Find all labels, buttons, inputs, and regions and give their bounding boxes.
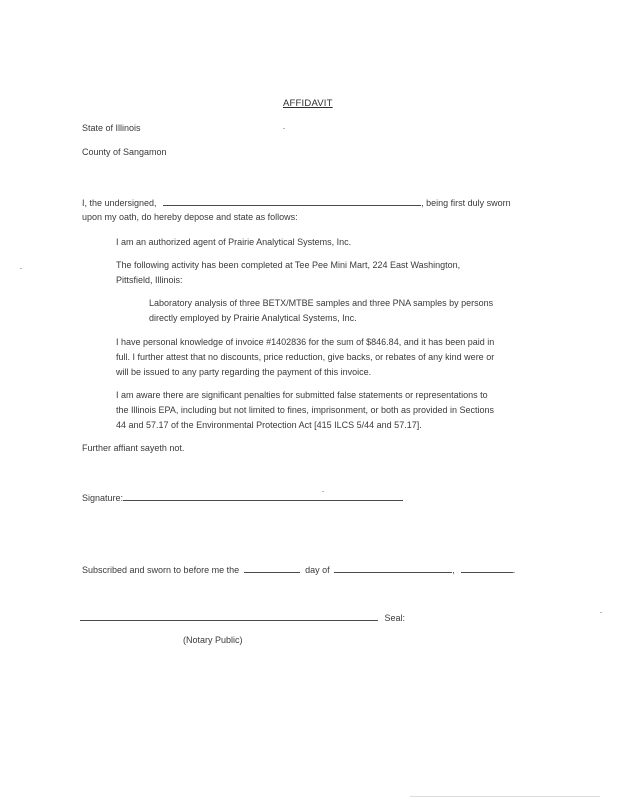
document-title: AFFIDAVIT: [283, 98, 333, 109]
signature-line: [82, 491, 403, 504]
invoice-line-2: full. I further attest that no discounts, price reduction, give backs, or rebates of any kind were or: [116, 352, 495, 362]
seal-label: Seal:: [384, 613, 406, 623]
penalty-line-3: 44 and 57.17 of the Environmental Protection Act [415 ILCS 5/44 and 57.17].: [116, 420, 422, 430]
notary-label: (Notary Public): [183, 635, 243, 645]
signature-label: Signature:: [82, 493, 124, 503]
intro-line-1: [82, 196, 511, 209]
month-blank[interactable]: [334, 563, 452, 573]
notary-signature-blank[interactable]: [80, 611, 378, 621]
signature-blank[interactable]: [123, 491, 403, 501]
further-affiant: Further affiant sayeth not.: [82, 443, 185, 453]
agent-statement: I am an authorized agent of Prairie Analytical Systems, Inc.: [116, 237, 352, 247]
penalty-line-1: I am aware there are significant penalties for submitted false statements or representations to: [116, 390, 488, 400]
day-of-label: day of: [305, 565, 330, 575]
intro-suffix: , being first duly sworn: [421, 198, 511, 208]
county-line: County of Sangamon: [82, 147, 167, 157]
year-blank[interactable]: [461, 563, 513, 573]
period-mark: .: [512, 565, 516, 575]
invoice-line-3: will be issued to any party regarding the payment of this invoice.: [116, 367, 372, 377]
activity-line-1: The following activity has been completed at Tee Pee Mini Mart, 224 East Washington,: [116, 260, 461, 270]
scan-speck: [600, 612, 602, 613]
scan-edge-artifact: [410, 796, 600, 797]
scan-speck: [283, 128, 285, 129]
invoice-line-1: I have personal knowledge of invoice #1402836 for the sum of $846.84, and it has been paid in: [116, 337, 495, 347]
undersigned-name-blank[interactable]: [163, 196, 421, 206]
scan-speck: [20, 268, 22, 269]
day-blank[interactable]: [244, 563, 300, 573]
intro-prefix: I, the undersigned,: [82, 198, 157, 208]
intro-line-2: upon my oath, do hereby depose and state as follows:: [82, 212, 298, 222]
seal-line: [80, 611, 405, 624]
comma-mark: ,: [452, 565, 455, 575]
subscribed-line: [82, 563, 515, 576]
subscribed-prefix: Subscribed and sworn to before me the: [82, 565, 240, 575]
lab-line-1: Laboratory analysis of three BETX/MTBE samples and three PNA samples by persons: [149, 298, 494, 308]
penalty-line-2: the Illinois EPA, including but not limited to fines, imprisonment, or both as provided in Sections: [116, 405, 495, 415]
state-line: State of Illinois: [82, 123, 141, 133]
scan-speck: [322, 491, 324, 492]
lab-line-2: directly employed by Prairie Analytical Systems, Inc.: [149, 313, 357, 323]
activity-line-2: Pittsfield, Illinois:: [116, 275, 183, 285]
